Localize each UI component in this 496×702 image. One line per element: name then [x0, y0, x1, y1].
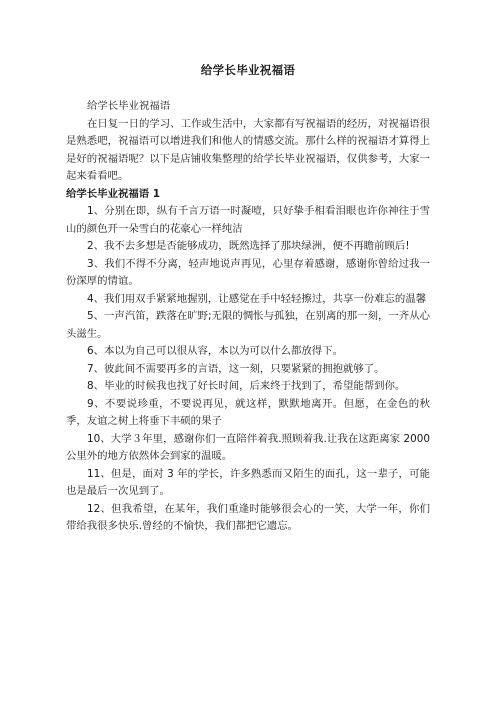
blessing-item: 12、但我希望，在某年，我们重逢时能够很会心的一笑，大学一年，你们带给我很多快乐.曾经的不愉快，我们都把它遗忘。 [66, 502, 430, 532]
blessing-item: 1、分别在即，纵有千言万语一时凝噎，只好挚手相看泪眼也许你神往于雪山的颜色开一朵雪白的花豪心一样纯洁 [66, 205, 430, 235]
blessing-item: 3、我们不得不分离，轻声地说声再见，心里存着感谢，感谢你曾给过我一份深厚的情谊。 [66, 257, 430, 287]
blessing-item: 7、彼此间不需要再多的言语，这一刻，只要紧紧的拥抱就够了。 [87, 362, 385, 375]
blessing-item: 10、大学３年里，感谢你们一直陪伴着我.照顾着我.让我在这距离家 2000 公里外的地方依然体会到家的温暖。 [66, 432, 430, 462]
blessing-item: 6、本以为自己可以很从容，本以为可以什么都放得下。 [87, 345, 343, 357]
blessing-list [66, 203, 430, 536]
section-heading: 给学长毕业祝福语 1 [66, 187, 160, 200]
document-title: 给学长毕业祝福语 [200, 63, 296, 77]
intro-paragraph: 在日复一日的学习、工作或生活中，大家都有写祝福语的经历，对祝福语很是熟悉吧，祝福语可以增进我们和他人的情感交流。那什么样的祝福语才算得上是好的祝福语呢？以下是店铺收集整理的给学长毕业祝福语，仅供参考，大家一起来看看吧。 [66, 117, 430, 182]
blessing-item: 2、我不去多想是否能够成功，既然选择了那块绿洲，便不再瞻前顾后! [87, 240, 410, 252]
blessing-item: 11、但是，面对 3 年的学长，许多熟悉而又陌生的面孔，这一辈子，可能也是最后一次见到了。 [66, 467, 430, 497]
blessing-item: 4、我们用双手紧紧地握别，让感觉在手中轻轻擦过，共享一份难忘的温馨 [87, 292, 427, 305]
blessing-item: 9、不要说珍重，不要说再见，就这样，默默地离开。但愿，在金色的秋季，友谊之树上将垂下丰硕的果子 [66, 397, 430, 427]
document-subtitle: 给学长毕业祝福语 [87, 100, 171, 112]
blessing-item: 5、一声汽笛，跌落在旷野;无限的惆怅与孤独，在别离的那一刻，一齐从心头滋生。 [66, 310, 430, 340]
blessing-item: 8、毕业的时候我也找了好长时间，后来终于找到了，希望能帮到你。 [87, 380, 406, 392]
